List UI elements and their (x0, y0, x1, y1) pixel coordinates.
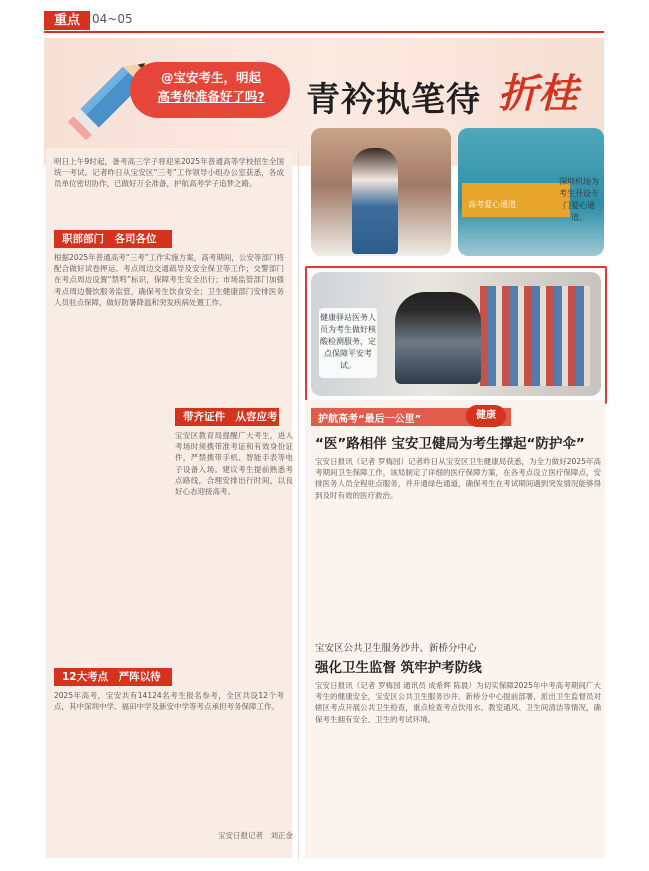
section-heading-3: 12大考点 严阵以待 (54, 668, 172, 686)
section-tag: 重点 (44, 11, 90, 30)
page-title-accent: 折桂 (498, 70, 578, 117)
section-heading-1: 职部部门 各司各位 (54, 230, 172, 248)
section-3-text: 2025年高考，宝安共有14124名考生报名参考，全区共设12个考点，其中深圳中学、福田中学及新安中学等考点承担考务保障工作。 (54, 691, 284, 712)
intro-text: 明日上午9时起，备考高三学子将迎来2025年普通高等学校招生全国统一考试。记者昨日从宝安区“三考”工作领导小组办公室获悉，各成员单位密切协作，已做好万全准备，护航高考学子追梦之路。 (54, 157, 284, 189)
photo-staff-person (352, 148, 398, 254)
byline: 宝安日报记者 刘正金 (218, 831, 293, 840)
channel-banner-text: 高考爱心通道 (468, 200, 516, 209)
article-1-title: “医”路相伴 宝安卫健局为考生撑起“防护伞” (315, 436, 585, 452)
health-badge: 健康 (466, 405, 506, 427)
page-title: 青衿执笔待 (306, 80, 481, 120)
column-divider (298, 148, 299, 858)
right-section-label: 护航高考“最后一公里” (318, 414, 422, 425)
article-2-kicker: 宝安区公共卫生服务沙井、新桥分中心 (315, 643, 477, 654)
left-column (46, 148, 292, 858)
header-rule (44, 31, 604, 33)
bubble-line-2: 高考你准备好了吗? (157, 89, 265, 104)
section-1-text: 根据2025年普通高考“三考”工作实施方案，高考期间，公安等部门将配合做好试卷押运、考点周边交通疏导及安全保卫等工作；交警部门在考点周边设置“禁鸣”标识，保障考生安全出行；市场监管部门加强考点周边餐饮服务监管，确保考生饮食安全；卫生健康部门安排医务人员驻点保障，做好防暑降温和突发疾病处置工作。 (54, 253, 284, 307)
highlight-frame (305, 266, 607, 404)
bubble-text (138, 68, 284, 106)
article-1-text: 宝安日报讯（记者 罗梅园）记者昨日从宝安区卫生健康局获悉，为全力做好2025年高考期间卫生保障工作，该局制定了详细的医疗保障方案，在各考点设立医疗保障点，安排医务人员全程驻点服务，并开通绿色通道，确保考生在考试期间遇到突发情况能够得到及时有效的医疗救治。 (315, 457, 601, 500)
section-2-text: 宝安区教育局提醒广大考生，进入考场时须携带准考证和有效身份证件，严禁携带手机、智能手表等电子设备入场。建议考生提前熟悉考点路线，合理安排出行时间，以良好心态迎接高考。 (175, 431, 293, 497)
photo-caption-2: 健康驿站医务人员为考生做好核酸检测服务，定点保障平安考试。 (319, 308, 377, 378)
bubble-line-1: @宝安考生，明起 (160, 70, 261, 85)
photo-caption-1: 深圳机场为考生开设专门爱心通道。 (559, 177, 599, 222)
article-2-text: 宝安日报讯（记者 罗梅园 通讯员 成希辉 陈晨）为切实保障2025年中考高考期间广大考生的健康安全，宝安区公共卫生服务沙井、新桥分中心提前部署，派出卫生监督员对辖区考点开展公共卫生检查，重点检查考点饮用水、教室通风、卫生间清洁等情况，确保考生拥有安全、卫生的考试环境。 (315, 681, 601, 724)
section-heading-2: 带齐证件 从容应考 (175, 408, 279, 426)
article-2-title: 强化卫生监督 筑牢护考防线 (315, 660, 482, 676)
page-range: 04~05 (92, 12, 133, 26)
